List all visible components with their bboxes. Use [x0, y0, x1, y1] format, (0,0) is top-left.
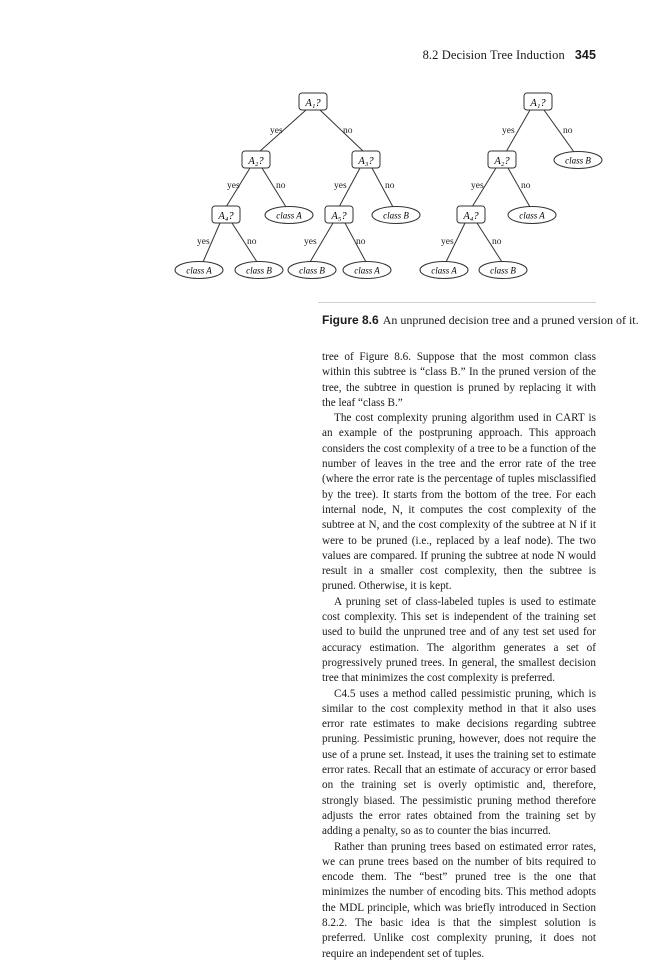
svg-text:A₅?: A₅?: [331, 211, 347, 222]
edge-label-yes: yes: [334, 181, 347, 191]
svg-text:A₄?: A₄?: [218, 211, 234, 222]
svg-text:A₄?: A₄?: [463, 211, 479, 222]
figure-label: Figure 8.6: [322, 313, 379, 327]
edge-label-yes: yes: [227, 181, 240, 191]
svg-text:class B: class B: [246, 265, 272, 276]
figure-divider: [318, 302, 596, 303]
paragraph: A pruning set of class-labeled tuples is used to estimate cost complexity. This set is independent of the training set used to build the unpruned tree and of any test set used for accuracy estimation. The algorithm generates a set of progressively pruned trees. In general, the smallest decision tree that minimizes the cost complexity is preferred.: [322, 595, 596, 685]
edge-label-no: no: [385, 181, 395, 191]
decision-node-a2: [242, 151, 270, 168]
svg-text:class A: class A: [519, 210, 545, 221]
leaf-class-a: [265, 207, 313, 224]
decision-node-a5: [325, 206, 353, 223]
figure-8-6-trees: [0, 0, 648, 300]
leaf-class-a: [420, 262, 468, 279]
edge-label-yes: yes: [502, 126, 515, 136]
figure-caption: [322, 313, 639, 328]
decision-node-a4: [212, 206, 240, 223]
leaf-class-b: [288, 262, 336, 279]
leaf-class-b: [372, 207, 420, 224]
edge-label-yes: yes: [471, 181, 484, 191]
edge-label-yes: yes: [270, 126, 283, 136]
leaf-class-b: [479, 262, 527, 279]
section-title: 8.2 Decision Tree Induction: [422, 48, 565, 62]
decision-node-a4: [457, 206, 485, 223]
svg-text:class B: class B: [565, 155, 591, 166]
svg-text:class A: class A: [431, 265, 457, 276]
svg-text:class A: class A: [186, 265, 212, 276]
svg-text:class A: class A: [276, 210, 302, 221]
edge: [320, 110, 364, 152]
leaf-class-a: [175, 262, 223, 279]
svg-text:class B: class B: [299, 265, 325, 276]
paragraph: C4.5 uses a method called pessimistic pruning, which is similar to the cost complexity method in that it also uses error rate estimates to make decisions regarding subtree pruning. Pessimistic pruning, however, does not require the use of a prune set. Instead, it uses the training set to estimate error rates. Recall that an estimate of accuracy or error based on the training set is overly optimistic and, therefore, strongly biased. The pessimistic pruning method therefore adjusts the error rates obtained from the training set by adding a penalty, so as to counter the bias incurred.: [322, 687, 596, 838]
pruned-tree: [420, 93, 602, 279]
decision-node-a1: [524, 93, 552, 110]
edge-label-yes: yes: [441, 237, 454, 247]
svg-text:class B: class B: [490, 265, 516, 276]
edge-labels: [197, 126, 573, 247]
edge-label-no: no: [343, 126, 353, 136]
page-number: 345: [574, 48, 596, 62]
body-text: [322, 350, 596, 962]
svg-text:class B: class B: [383, 210, 409, 221]
edge-label-no: no: [521, 181, 531, 191]
svg-text:A₂?: A₂?: [248, 156, 264, 167]
paragraph: The cost complexity pruning algorithm used in CART is an example of the postpruning approach. This approach considers the cost complexity of a tree to be a function of the number of leaves in the tree and the error rate of the tree (where the error rate is the percentage of tuples misclassified by the tree). It starts from the bottom of the tree. For each internal node, N, it computes the cost complexity of the subtree at N, and the cost complexity of the subtree at N if it were to be pruned (i.e., replaced by a leaf node). The two values are compared. If pruning the subtree at node N would result in a smaller cost complexity, then the subtree is pruned. Otherwise, it is kept.: [322, 412, 596, 593]
edge-label-no: no: [563, 126, 573, 136]
leaf-class-b: [235, 262, 283, 279]
edge-label-no: no: [492, 237, 502, 247]
svg-text:A₂?: A₂?: [494, 156, 510, 167]
edge-label-no: no: [247, 237, 257, 247]
figure-caption-text: An unpruned decision tree and a pruned version of it.: [382, 313, 639, 327]
svg-text:class A: class A: [354, 265, 380, 276]
edge-label-yes: yes: [304, 237, 317, 247]
leaf-class-a: [343, 262, 391, 279]
paragraph: Rather than pruning trees based on estimated error rates, we can prune trees based on the number of bits required to encode them. The “best” pruned tree is the one that minimizes the number of encoding bits. This method adopts the MDL principle, which was briefly introduced in Section 8.2.2. The basic idea is that the simplest solution is preferred. Unlike cost complexity pruning, it does not require an independent set of tuples.: [322, 840, 596, 960]
edge-label-no: no: [276, 181, 286, 191]
edge-label-yes: yes: [197, 237, 210, 247]
unpruned-tree: [175, 93, 420, 279]
svg-text:A₁?: A₁?: [305, 98, 321, 109]
svg-text:A₃?: A₃?: [358, 156, 374, 167]
leaf-class-b: [554, 152, 602, 169]
decision-node-a1: [299, 93, 327, 110]
decision-node-a3: [352, 151, 380, 168]
svg-text:A₁?: A₁?: [530, 98, 546, 109]
edge-label-no: no: [356, 237, 366, 247]
paragraph: tree of Figure 8.6. Suppose that the most common class within this subtree is “class B.” In the pruned version of the tree, the subtree in question is pruned by replacing it with the leaf “class B.”: [322, 351, 596, 409]
leaf-class-a: [508, 207, 556, 224]
decision-node-a2: [488, 151, 516, 168]
